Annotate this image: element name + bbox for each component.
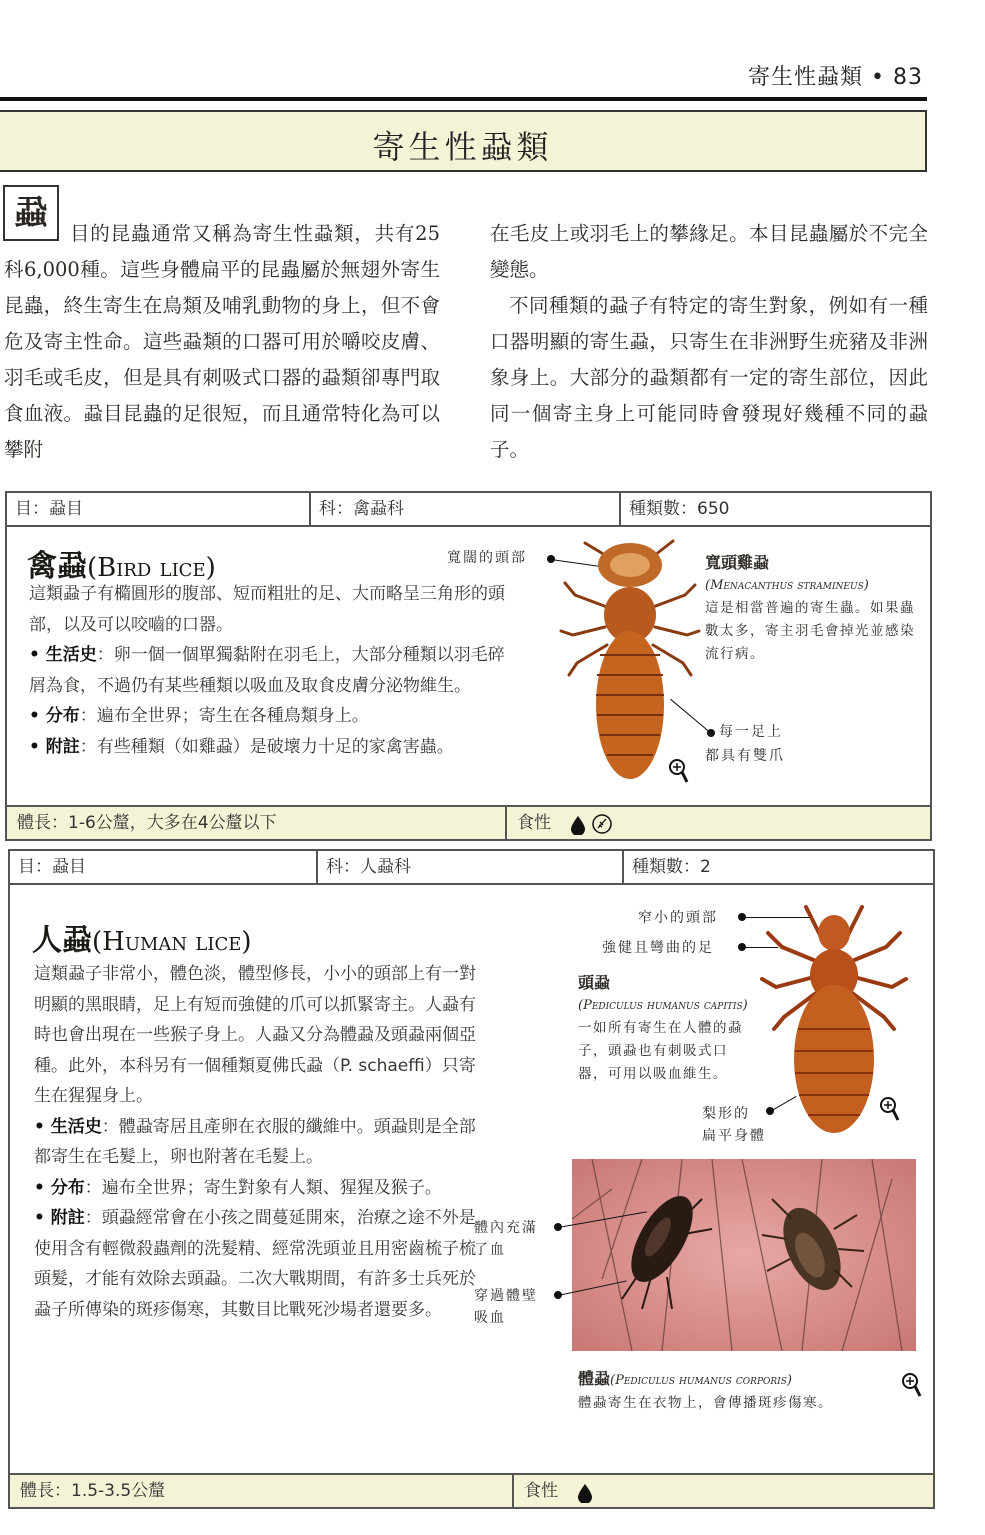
diet-label: 食性 [524, 1481, 558, 1501]
species-name-en: (Bird lice) [87, 553, 216, 583]
callout-pear-body-1: 梨形的 [702, 1106, 750, 1122]
card-footer [7, 805, 930, 839]
callout-broad-head: 寬闊的頭部 [447, 550, 527, 566]
order-label: 目：蝨目 [18, 857, 86, 877]
species-description [29, 579, 519, 762]
species-count: 種類數：2 [632, 857, 711, 877]
family-label: 科：禽蝨科 [319, 499, 404, 519]
caption-text: 一如所有寄生在人體的蝨子，頭蝨也有刺吸式口器，可用以吸血維生。 [578, 1020, 743, 1082]
family-label: 科：人蝨科 [326, 857, 411, 877]
intro-left-column: 目的昆蟲通常又稱為寄生性蝨類，共有25科6,000種。這些身體扁平的昆蟲屬於無翅外寄生昆蟲，終生寄生在鳥類及哺乳動物的身上，但不會危及寄主性命。這些蝨類的口器可用於嚼咬皮膚、羽毛或毛皮，但是具有刺吸式口器的蝨類卻專門取食血液。蝨目昆蟲的足很短，而且通常特化為可以攀附 [4, 222, 440, 461]
callout-pear-body-2: 扁平身體 [702, 1128, 766, 1144]
chapter-title: 寄生性蝨類 [372, 128, 553, 166]
callout-claws-1: 每一足上 [719, 724, 783, 740]
species-title [32, 915, 252, 959]
taxonomy-row [10, 851, 933, 885]
feather-skin-icon [591, 813, 613, 835]
blood-drop-icon [576, 1483, 594, 1503]
callout-claws-2: 都具有雙爪 [705, 748, 785, 764]
description-text: 這類蝨子有橢圓形的腹部、短而粗壯的足、大而略呈三角形的頭部，以及可以咬嚙的口器。 [29, 584, 505, 635]
callout-blood-filled-1: 體內充滿 [474, 1220, 538, 1236]
head-louse-caption [578, 971, 756, 1086]
drop-cap: 蝨 [3, 185, 59, 241]
description-text: 這類蝨子非常小，體色淡，體型修長，小小的頭部上有一對明顯的黑眼睛，足上有短而強健的爪可以抓緊寄主。人蝨有時也會出現在一些猴子身上。人蝨又分為體蝨及頭蝨兩個亞種。此外，本科另有一個種類夏佛氏蝨（P. schaeffi）只寄生在猩猩身上。 [34, 964, 476, 1106]
caption-title: 頭蝨 [578, 973, 611, 992]
caption-latin-name: (Pediculus humanus corporis) [610, 1373, 792, 1388]
callout-pierce-1: 穿過體壁 [474, 1288, 538, 1304]
magnifier-icon [667, 757, 689, 785]
distribution-label: • 分布 [34, 1177, 85, 1198]
note-text: ：頭蝨經常會在小孩之間蔓延開來，治療之途不外是使用含有輕微殺蟲劑的洗髮精、經常洗頭並且用密齒梳子梳頭髮，才能有效除去頭蝨。二次大戰期間，有許多士兵死於蝨子所傳染的斑疹傷寒，其數目比戰死沙場者還要多。 [34, 1208, 476, 1320]
caption-latin-name: (Pediculus humanus capitis) [578, 998, 748, 1013]
species-description [34, 959, 482, 1325]
species-card-bird-lice [5, 491, 932, 841]
card-footer [10, 1473, 933, 1507]
species-name-en: (Human lice) [92, 927, 252, 957]
life-history-text: ：卵一個一個單獨黏附在羽毛上，大部分種類以羽毛碎屑為食，不過仍有某些種類以吸血及取食皮膚分泌物維生。 [29, 645, 505, 696]
body-lice-photo [572, 1159, 916, 1351]
life-history-label: • 生活史 [29, 645, 97, 665]
distribution-text: ：遍布全世界；寄生對象有人類、猩猩及猴子。 [84, 1177, 442, 1198]
distribution-text: ：遍布全世界；寄生在各種鳥類身上。 [79, 706, 369, 726]
running-header: 寄生性蝨類 • 83 [748, 65, 923, 90]
note-label: • 附註 [29, 736, 80, 757]
distribution-label: • 分布 [29, 706, 80, 726]
caption-title: 體蝨 [578, 1369, 611, 1388]
diet-label: 食性 [517, 813, 551, 833]
species-name-cn: 人蝨 [32, 923, 92, 958]
taxonomy-row [7, 493, 930, 527]
caption-title: 寬頭雞蝨 [705, 553, 770, 572]
order-label: 目：蝨目 [15, 499, 83, 519]
body-length: 體長：1.5-3.5公釐 [20, 1481, 166, 1501]
magnifier-icon [900, 1371, 922, 1399]
caption-latin-name: (Menacanthus stramineus) [705, 578, 869, 593]
chapter-banner [0, 110, 927, 172]
intro-paragraph-1: 在毛皮上或羽毛上的攀緣足。本目昆蟲屬於不完全變態。 [490, 222, 928, 281]
callout-strong-legs: 強健且彎曲的足 [602, 940, 714, 956]
life-history-text: ：體蝨寄居且產卵在衣服的纖維中。頭蝨則是全部都寄生在毛髮上，卵也附著在毛髮上。 [34, 1116, 476, 1167]
callout-blood-filled-2: 了血 [474, 1242, 506, 1258]
life-history-label: • 生活史 [34, 1116, 102, 1137]
species-count: 種類數：650 [629, 499, 730, 519]
species-card-human-lice [8, 849, 935, 1509]
species-caption [705, 551, 915, 666]
caption-text: 這是相當普遍的寄生蟲。如果蟲數太多，寄主羽毛會掉光並感染流行病。 [705, 600, 915, 662]
note-text: ：有些種類（如雞蝨）是破壞力十足的家禽害蟲。 [79, 736, 454, 757]
body-louse-caption [578, 1367, 878, 1415]
note-label: • 附註 [34, 1208, 85, 1228]
species-name-cn: 禽蝨 [27, 549, 87, 584]
blood-drop-icon [569, 815, 587, 835]
intro-paragraph-2: 不同種類的蝨子有特定的寄生對象，例如有一種口器明顯的寄生蝨，只寄生在非洲野生疣豬及非洲象身上。大部分的蝨類都有一定的寄生部位，因此同一個寄主身上可能同時會發現好幾種不同的蝨子。 [490, 294, 928, 461]
body-length: 體長：1-6公釐，大多在4公釐以下 [17, 813, 277, 833]
intro-right-column [490, 216, 928, 468]
callout-pierce-2: 吸血 [474, 1310, 506, 1326]
callout-narrow-head: 窄小的頭部 [638, 910, 718, 926]
header-rule [0, 97, 927, 101]
bird-louse-illustration [555, 535, 705, 790]
caption-text: 體蝨寄生在衣物上，會傳播斑疹傷寒。 [578, 1395, 833, 1411]
magnifier-icon [878, 1095, 900, 1123]
